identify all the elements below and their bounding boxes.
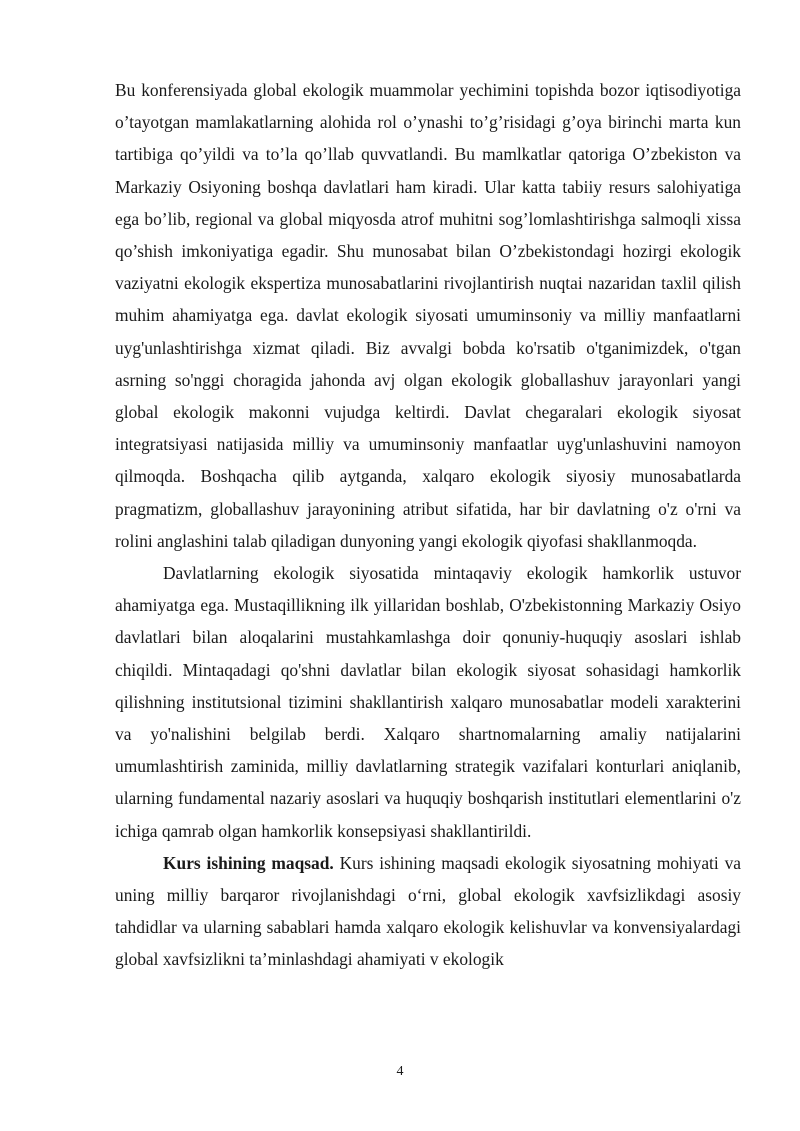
paragraph-regional-cooperation bbox=[115, 557, 741, 847]
paragraph-text: Davlatlarning ekologik siyosatida mintaqaviy ekologik hamkorlik ustuvor ahamiyatga ega. Mustaqillikning ilk yillaridan boshlab, O'zbekistonning Markaziy Osiyo davlatlari bilan aloqalarini mustahkamlashga doir qonuniy-huquqiy asoslari ishlab chiqildi. Mintaqadagi qo'shni davlatlar bilan ekologik siyosat sohasidagi hamkorlik qilishning institutsional tizimini shakllantirish xalqaro munosabatlar modeli xarakterini va yo'nalishini belgilab berdi. Xalqaro shartnomalarning amaliy natijalarini umumlashtirish zaminida, milliy davlatlarning strategik vazifalari konturlari aniqlanib, ularning fundamental nazariy asoslari va huquqiy boshqarish institutlari elementlarini o'z ichiga qamrab olgan hamkorlik konsepsiyasi shakllantirildi. bbox=[115, 563, 741, 841]
paragraph-text: Bu konferensiyada global ekologik muammolar yechimini topishda bozor iqtisodiyotiga o’tayotgan mamlakatlarning alohida rol o’ynashi to’g’risidagi g’oya birinchi marta kun tartibiga qo’yildi va to’la qo’llab quvvatlandi. Bu mamlkatlar qatoriga O’zbekiston va Markaziy Osiyoning boshqa davlatlari ham kiradi. Ular katta tabiiy resurs salohiyatiga ega bo’lib, regional va global miqyosda atrof muhitni sog’lomlashtirishga salmoqli xissa qo’shish imkoniyatiga egadir. Shu munosabat bilan O’zbekistondagi hozirgi ekologik vaziyatni ekologik ekspertiza munosabatlarini rivojlantirish nuqtai nazaridan taxlil qilish muhim ahamiyatga ega. davlat ekologik siyosati umuminsoniy va milliy manfaatlarni uyg'unlashtirishga xizmat qiladi. Biz avvalgi bobda ko'rsatib o'tganimizdek, o'tgan asrning so'nggi choragida jahonda avj olgan ekologik globallashuv jarayonlari yangi global ekologik makonni vujudga keltirdi. Davlat chegaralari ekologik siyosat integratsiyasi natijasida milliy va umuminsoniy manfaatlar uyg'unlashuvini namoyon qilmoqda. Boshqacha qilib aytganda, xalqaro ekologik siyosiy munosabatlarda pragmatizm, globallashuv jarayonining atribut sifatida, har bir davlatning o'z o'rni va rolini anglashini talab qiladigan dunyoning yangi ekologik qiyofasi shakllanmoqda. bbox=[115, 80, 741, 551]
paragraph-text: Kurs ishining maqsadi ekologik siyosatning mohiyati va uning milliy barqaror rivojlanishdagi o‘rni, global ekologik xavfsizlikdagi asosiy tahdidlar va ularning sabablari hamda xalqaro ekologik kelishuvlar va konvensiyalardagi global xavfsizlikni ta’minlashdagi ahamiyati v ekologik bbox=[115, 852, 741, 970]
paragraph-bold-lead: Kurs ishining maqsad. bbox=[163, 852, 334, 873]
document-page bbox=[115, 74, 741, 976]
page-number: 4 bbox=[396, 1064, 404, 1079]
paragraph-conference bbox=[115, 74, 741, 557]
paragraph-course-goal bbox=[115, 847, 741, 976]
